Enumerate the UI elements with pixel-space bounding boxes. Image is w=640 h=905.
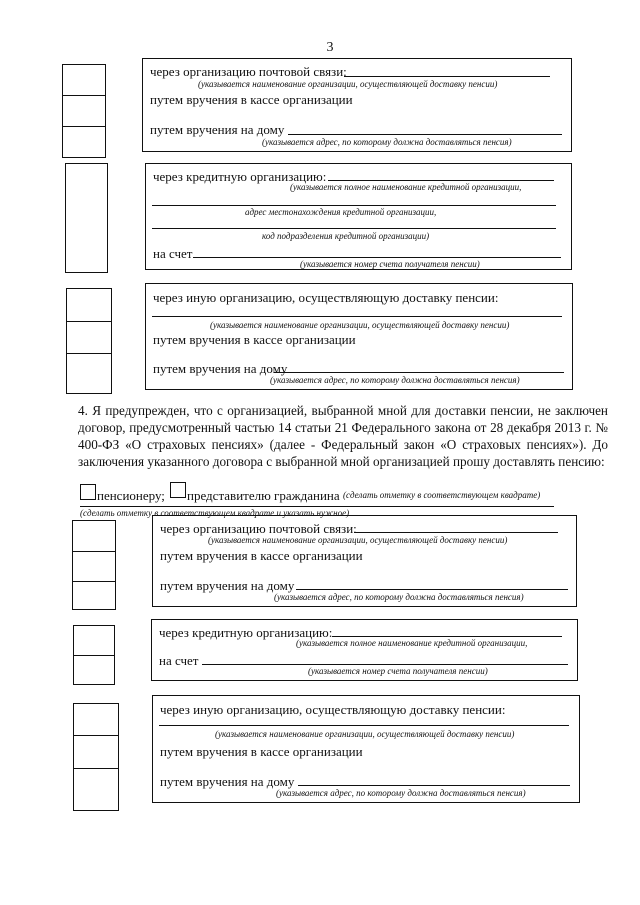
post-name-line[interactable]	[344, 76, 550, 77]
credit-code-hint: код подразделения кредитной организации)	[262, 231, 430, 241]
pensioner-checkbox[interactable]	[80, 484, 96, 500]
credit-name-line[interactable]	[328, 180, 554, 181]
credit-address-hint: адрес местонахождения кредитной организации,	[245, 207, 437, 217]
representative-checkbox[interactable]	[170, 482, 186, 498]
other-hint: (указывается наименование организации, осуществляющей доставку пенсии)	[210, 320, 510, 330]
cashier-label: путем вручения в кассе организации	[150, 92, 353, 107]
account-hint: (указывается номер счета получателя пенсии)	[300, 259, 480, 269]
post-hint: (указывается наименование организации, осуществляющей доставку пенсии)	[198, 79, 498, 89]
home-address-line-3[interactable]	[296, 589, 568, 590]
choose-hint-2: (сделать отметку в соответствующем квадрате и указать нужное)	[80, 508, 350, 518]
home-address-line-4[interactable]	[298, 785, 570, 786]
checkbox-group-other[interactable]	[66, 288, 112, 394]
representative-line[interactable]	[80, 506, 554, 507]
home-label-3: путем вручения на дому	[160, 578, 295, 593]
credit-hint: (указывается полное наименование кредитной организации,	[290, 182, 522, 192]
home-hint-3: (указывается адрес, по которому должна доставляться пенсия)	[274, 592, 524, 602]
home-hint-4: (указывается адрес, по которому должна доставляться пенсия)	[276, 788, 526, 798]
account-hint-2: (указывается номер счета получателя пенсии)	[308, 666, 488, 676]
post-name-line-2[interactable]	[354, 532, 558, 533]
credit-label: через кредитную организацию:	[153, 169, 327, 184]
cashier-label-4: путем вручения в кассе организации	[160, 744, 363, 759]
checkbox-group-post[interactable]	[62, 64, 106, 158]
credit-name-line-2[interactable]	[332, 636, 562, 637]
checkbox-group-credit-2[interactable]	[73, 625, 115, 685]
home-hint-2: (указывается адрес, по которому должна доставляться пенсия)	[270, 375, 520, 385]
other-label: через иную организацию, осуществляющую доставку пенсии:	[153, 290, 499, 305]
checkbox-group-post-2[interactable]	[72, 520, 116, 610]
account-label: на счет	[153, 246, 193, 261]
choose-hint: (сделать отметку в соответствующем квадрате)	[343, 490, 541, 500]
post-label: через организацию почтовой связи:	[150, 64, 347, 79]
account-label-2: на счет	[159, 653, 199, 668]
home-address-line[interactable]	[288, 134, 562, 135]
post-label-2: через организацию почтовой связи:	[160, 521, 357, 536]
home-label-4: путем вручения на дому	[160, 774, 295, 789]
credit-code-line[interactable]	[152, 228, 556, 229]
credit-hint-2: (указывается полное наименование кредитной организации,	[296, 638, 528, 648]
other-hint-2: (указывается наименование организации, осуществляющей доставку пенсии)	[215, 729, 515, 739]
account-number-line-2[interactable]	[202, 664, 568, 665]
home-address-line-2[interactable]	[274, 372, 564, 373]
home-label-2: путем вручения на дому	[153, 361, 288, 376]
pensioner-label: пенсионеру;	[97, 488, 165, 503]
credit-address-line[interactable]	[152, 205, 556, 206]
other-label-2: через иную организацию, осуществляющую доставку пенсии:	[160, 702, 506, 717]
representative-label: представителю гражданина	[187, 488, 340, 503]
home-label: путем вручения на дому	[150, 122, 285, 137]
credit-label-2: через кредитную организацию:	[159, 625, 333, 640]
checkbox-group-other-2[interactable]	[73, 703, 119, 811]
other-name-line-2[interactable]	[159, 725, 569, 726]
account-number-line[interactable]	[193, 257, 561, 258]
cashier-label-3: путем вручения в кассе организации	[160, 548, 363, 563]
cashier-label-2: путем вручения в кассе организации	[153, 332, 356, 347]
home-hint: (указывается адрес, по которому должна доставляться пенсия)	[262, 137, 512, 147]
other-name-line[interactable]	[152, 316, 562, 317]
page-number: 3	[326, 40, 334, 55]
paragraph-4: 4. Я предупрежден, что с организацией, выбранной мной для доставки пенсии, не заключен договор, предусмотренный частью 14 статьи 21 Федерального закона от 28 декабря 2013 г. № 400-ФЗ «О страховых пенсиях» (далее - Федеральный закон «О страховых пенсиях»). До заключения указанного договора с выбранной мной организацией прошу доставлять пенсию:	[78, 403, 608, 469]
checkbox-group-credit[interactable]	[65, 163, 108, 273]
post-hint-2: (указывается наименование организации, осуществляющей доставку пенсии)	[208, 535, 508, 545]
